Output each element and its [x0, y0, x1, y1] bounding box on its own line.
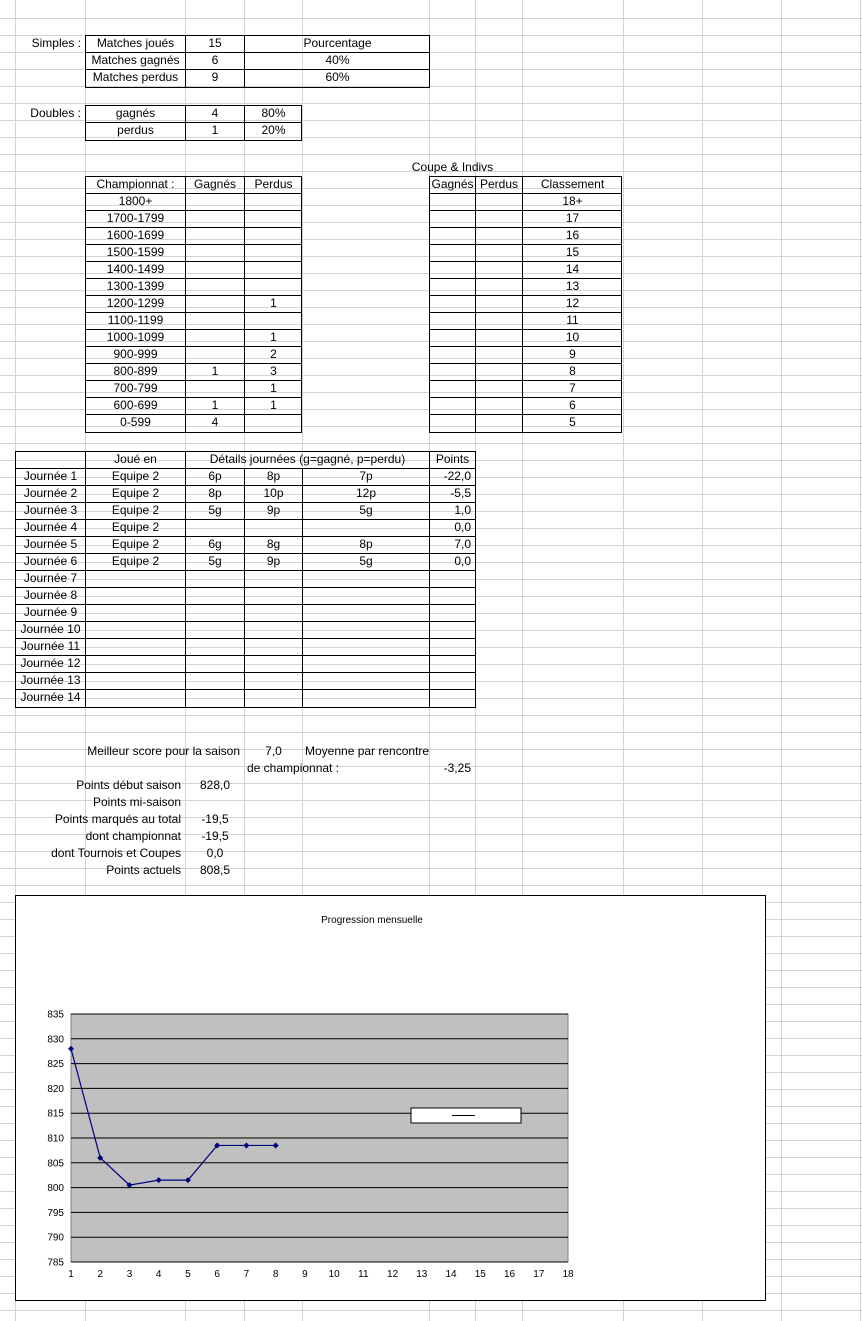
journee-name: Journée 2: [23, 486, 78, 500]
classement-value: 12: [565, 296, 580, 310]
journee-points[interactable]: [430, 587, 475, 604]
championnat-gagnes[interactable]: [186, 193, 244, 210]
championnat-gagnes[interactable]: [186, 261, 244, 278]
journee-detail-1[interactable]: [186, 655, 244, 672]
best-score-label: Meilleur score pour la saison: [87, 744, 240, 758]
x-tick-label: 13: [416, 1269, 428, 1280]
journee-points[interactable]: 1,0: [454, 503, 471, 517]
x-tick-label: 4: [155, 1269, 162, 1280]
championnat-range: 600-699: [113, 398, 158, 412]
journee-detail-1[interactable]: 5g: [208, 503, 222, 517]
journee-detail-3[interactable]: [303, 519, 429, 536]
journee-points[interactable]: [430, 621, 475, 638]
classement-value: 17: [565, 211, 580, 225]
journee-detail-2[interactable]: [245, 519, 302, 536]
journee-detail-2[interactable]: [245, 604, 302, 621]
x-tick-label: 10: [328, 1269, 340, 1280]
journee-team[interactable]: [86, 638, 185, 655]
doubles-row-count[interactable]: 4: [211, 106, 219, 120]
journee-detail-3[interactable]: 7p: [359, 469, 373, 483]
classement-value: 9: [569, 347, 576, 361]
championnat-perdus[interactable]: [245, 227, 302, 244]
doubles-row-count[interactable]: 1: [211, 123, 219, 137]
championnat-gagnes[interactable]: 4: [211, 415, 219, 429]
x-tick-label: 1: [68, 1269, 74, 1280]
journee-team[interactable]: Equipe 2: [111, 520, 160, 534]
journee-points[interactable]: [430, 570, 475, 587]
journee-points[interactable]: [430, 638, 475, 655]
chart-area[interactable]: [15, 895, 766, 1301]
journee-detail-1[interactable]: 8p: [208, 486, 222, 500]
journee-name: Journée 13: [20, 673, 81, 687]
journee-detail-3[interactable]: [303, 638, 429, 655]
journee-detail-2[interactable]: [245, 587, 302, 604]
x-tick-label: 11: [358, 1269, 369, 1280]
journee-name: Journée 11: [20, 639, 81, 653]
championnat-perdus[interactable]: [245, 278, 302, 295]
coupe-perdus-header: Perdus: [479, 177, 519, 191]
championnat-perdus[interactable]: 1: [270, 330, 277, 344]
journee-name: Journée 4: [23, 520, 78, 534]
journee-name: Journée 9: [23, 605, 78, 619]
journee-team[interactable]: [86, 587, 185, 604]
best-score-value[interactable]: 7,0: [265, 744, 282, 758]
y-tick-label: 810: [47, 1133, 64, 1145]
doubles-row-label[interactable]: perdus: [117, 123, 154, 137]
journee-detail-1[interactable]: [186, 672, 244, 689]
championnat-range: 0-599: [120, 415, 151, 429]
journee-name: Journée 3: [23, 503, 78, 517]
doubles-row-label[interactable]: gagnés: [115, 106, 156, 120]
journee-points[interactable]: [430, 655, 475, 672]
journee-points[interactable]: -5,5: [450, 486, 471, 500]
x-tick-label: 12: [387, 1269, 399, 1280]
summary-row-value[interactable]: 828,0: [199, 778, 231, 792]
doubles-row-pct[interactable]: 80%: [261, 106, 286, 120]
x-tick-label: 8: [272, 1269, 279, 1280]
y-tick-label: 795: [47, 1207, 64, 1219]
classement-value: 6: [569, 398, 576, 412]
championnat-range: 800-899: [113, 364, 158, 378]
championnat-gagnes[interactable]: [186, 227, 244, 244]
average-value[interactable]: -3,25: [443, 761, 471, 775]
journee-points[interactable]: 7,0: [454, 537, 471, 551]
x-tick-label: 16: [503, 1269, 516, 1280]
classement-header: Classement: [540, 177, 605, 191]
classement-value: 5: [569, 415, 576, 429]
journee-detail-3[interactable]: [303, 604, 429, 621]
simples-row-count[interactable]: 6: [211, 53, 219, 67]
summary-row-label: Points début saison: [76, 778, 181, 792]
y-tick-label: 835: [47, 1009, 64, 1021]
x-tick-label: 2: [97, 1269, 104, 1280]
journee-name: Journée 10: [20, 622, 81, 636]
points-header: Points: [435, 452, 470, 466]
journee-team[interactable]: Equipe 2: [111, 537, 160, 551]
journee-name: Journée 6: [23, 554, 78, 568]
x-tick-label: 18: [562, 1269, 574, 1280]
championnat-gagnes[interactable]: 1: [211, 398, 219, 412]
doubles-label: Doubles :: [30, 106, 81, 120]
journee-name: Journée 7: [23, 571, 78, 585]
championnat-perdus[interactable]: [245, 261, 302, 278]
journee-team[interactable]: Equipe 2: [111, 503, 160, 517]
classement-value: 13: [565, 279, 580, 293]
y-tick-label: 830: [47, 1034, 64, 1046]
doubles-row-pct[interactable]: 20%: [261, 123, 286, 137]
journee-detail-1[interactable]: [186, 638, 244, 655]
championnat-range: 900-999: [113, 347, 158, 361]
journee-detail-1[interactable]: 6g: [208, 537, 222, 551]
championnat-range: 1100-1199: [107, 313, 164, 327]
journee-team[interactable]: [86, 570, 185, 587]
summary-row-value[interactable]: -19,5: [201, 812, 229, 826]
championnat-perdus[interactable]: [245, 193, 302, 210]
summary-row-label: dont championnat: [85, 829, 181, 843]
championnat-perdus[interactable]: [245, 312, 302, 329]
joue-en-header: Joué en: [114, 452, 157, 466]
y-tick-label: 800: [47, 1183, 64, 1195]
x-tick-label: 9: [302, 1269, 308, 1280]
simples-label: Simples :: [31, 36, 81, 50]
simples-row-count[interactable]: 9: [211, 70, 219, 84]
simples-row-pct[interactable]: Pourcentage: [303, 36, 372, 50]
championnat-perdus[interactable]: 1: [270, 398, 277, 412]
journee-team[interactable]: [86, 621, 185, 638]
journee-detail-3[interactable]: 12p: [355, 486, 377, 500]
journee-detail-3[interactable]: 5g: [359, 554, 373, 568]
championnat-range: 1400-1499: [106, 262, 165, 276]
progression-chart: [16, 896, 765, 1300]
championnat-gagnes[interactable]: [186, 312, 244, 329]
x-tick-label: 17: [533, 1269, 545, 1280]
championnat-gagnes[interactable]: [186, 295, 244, 312]
summary-row-label: Points mi-saison: [92, 795, 181, 809]
summary-row-value[interactable]: 0,0: [206, 846, 224, 860]
journee-detail-1[interactable]: [186, 689, 244, 706]
journee-detail-1[interactable]: [186, 587, 244, 604]
y-tick-label: 825: [47, 1059, 64, 1071]
championnat-perdus[interactable]: 2: [270, 347, 277, 361]
journee-detail-2[interactable]: [245, 638, 302, 655]
journee-points[interactable]: [430, 604, 475, 621]
classement-value: 14: [565, 262, 580, 276]
simples-row-pct[interactable]: 60%: [325, 70, 350, 84]
journee-team[interactable]: [86, 672, 185, 689]
journee-points[interactable]: -22,0: [443, 469, 471, 483]
championnat-gagnes[interactable]: [186, 346, 244, 363]
classement-value: 18+: [562, 194, 583, 208]
championnat-perdus[interactable]: [245, 414, 302, 431]
x-tick-label: 6: [214, 1269, 220, 1280]
journee-name: Journée 14: [20, 690, 81, 704]
championnat-gagnes[interactable]: [186, 278, 244, 295]
journee-team[interactable]: Equipe 2: [111, 554, 160, 568]
journee-detail-1[interactable]: [186, 519, 244, 536]
simples-row-pct[interactable]: 40%: [325, 53, 350, 67]
championnat-header: Championnat :: [96, 177, 175, 191]
journee-name: Journée 5: [23, 537, 78, 551]
details-header: Détails journées (g=gagné, p=perdu): [209, 452, 406, 466]
championnat-gagnes[interactable]: [186, 244, 244, 261]
journee-team[interactable]: Equipe 2: [111, 469, 160, 483]
championnat-range: 1700-1799: [106, 211, 165, 225]
gagnes-header: Gagnés: [193, 177, 237, 191]
simples-row-count[interactable]: 15: [208, 36, 222, 50]
championnat-range: 1600-1699: [106, 228, 165, 242]
journee-detail-2[interactable]: 8g: [266, 537, 281, 551]
classement-value: 16: [565, 228, 580, 242]
x-tick-label: 15: [474, 1269, 486, 1280]
x-tick-label: 3: [126, 1269, 133, 1280]
classement-value: 8: [569, 364, 576, 378]
journee-detail-2[interactable]: 9p: [266, 554, 281, 568]
championnat-gagnes[interactable]: [186, 380, 244, 397]
championnat-gagnes[interactable]: [186, 210, 244, 227]
classement-value: 7: [569, 381, 576, 395]
y-tick-label: 820: [47, 1083, 64, 1095]
championnat-range: 1500-1599: [106, 245, 165, 259]
championnat-perdus[interactable]: 1: [270, 381, 277, 395]
summary-row-label: Points marqués au total: [54, 812, 181, 826]
journee-detail-2[interactable]: [245, 570, 302, 587]
coupe-title: Coupe & Indivs: [411, 160, 494, 174]
chart-legend[interactable]: [411, 1108, 521, 1123]
journee-name: Journée 1: [23, 469, 78, 483]
journee-detail-2[interactable]: [245, 689, 302, 706]
x-tick-label: 7: [243, 1269, 250, 1280]
championnat-range: 1800+: [118, 194, 153, 208]
journee-team[interactable]: [86, 655, 185, 672]
simples-row-label[interactable]: Matches perdus: [92, 70, 179, 84]
journee-detail-3[interactable]: [303, 570, 429, 587]
summary-row-value[interactable]: -19,5: [201, 829, 229, 843]
summary-row-label: Points actuels: [106, 863, 181, 877]
journee-points[interactable]: [430, 672, 475, 689]
journee-detail-3[interactable]: [303, 689, 429, 706]
x-tick-label: 14: [445, 1269, 457, 1280]
classement-value: 11: [566, 313, 579, 327]
y-tick-label: 785: [47, 1257, 64, 1269]
summary-row-value[interactable]: [186, 794, 244, 811]
journee-detail-2[interactable]: 10p: [263, 486, 284, 500]
championnat-perdus[interactable]: 3: [270, 364, 277, 378]
journee-points[interactable]: [430, 689, 475, 706]
journee-detail-2[interactable]: [245, 655, 302, 672]
journee-detail-1[interactable]: [186, 570, 244, 587]
journee-detail-2[interactable]: 9p: [266, 503, 281, 517]
journee-detail-3[interactable]: 5g: [359, 503, 373, 517]
journee-points[interactable]: 0,0: [454, 520, 471, 534]
journee-name: Journée 12: [20, 656, 81, 670]
journee-detail-3[interactable]: [303, 655, 429, 672]
average-label: Moyenne par rencontre: [305, 744, 430, 758]
journee-name: Journée 8: [23, 588, 78, 602]
coupe-gagnes-header: Gagnés: [431, 177, 474, 191]
championnat-range: 1200-1299: [106, 296, 165, 310]
chart-title: Progression mensuelle: [321, 915, 423, 926]
championnat-perdus[interactable]: [245, 210, 302, 227]
championnat-perdus[interactable]: [245, 244, 302, 261]
journee-team[interactable]: [86, 689, 185, 706]
championnat-gagnes[interactable]: 1: [211, 364, 219, 378]
journee-detail-2[interactable]: 8p: [266, 469, 281, 483]
simples-row-label[interactable]: Matches joués: [96, 36, 175, 50]
average-label-2: de championnat :: [247, 761, 340, 775]
x-tick-label: 5: [185, 1269, 191, 1280]
championnat-gagnes[interactable]: [186, 329, 244, 346]
journee-detail-1[interactable]: [186, 604, 244, 621]
summary-row-value[interactable]: 808,5: [199, 863, 231, 877]
championnat-perdus[interactable]: 1: [270, 296, 277, 310]
perdus-header: Perdus: [254, 177, 293, 191]
championnat-range: 1000-1099: [106, 330, 165, 344]
classement-value: 15: [565, 245, 580, 259]
summary-row-label: dont Tournois et Coupes: [51, 846, 181, 860]
journee-points[interactable]: 0,0: [454, 554, 471, 568]
journee-team[interactable]: [86, 604, 185, 621]
journee-detail-2[interactable]: [245, 672, 302, 689]
y-tick-label: 805: [47, 1158, 64, 1170]
championnat-range: 700-799: [113, 381, 158, 395]
championnat-range: 1300-1399: [106, 279, 165, 293]
y-tick-label: 790: [47, 1232, 64, 1244]
simples-row-label[interactable]: Matches gagnés: [91, 53, 180, 67]
journee-detail-3[interactable]: 8p: [359, 537, 373, 551]
journee-detail-1[interactable]: 6p: [208, 469, 222, 483]
journee-detail-1[interactable]: [186, 621, 244, 638]
journee-detail-3[interactable]: [303, 672, 429, 689]
journee-detail-3[interactable]: [303, 587, 429, 604]
journee-team[interactable]: Equipe 2: [111, 486, 160, 500]
y-tick-label: 815: [47, 1108, 64, 1120]
journee-detail-3[interactable]: [303, 621, 429, 638]
journee-detail-1[interactable]: 5g: [208, 554, 222, 568]
journee-detail-2[interactable]: [245, 621, 302, 638]
classement-value: 10: [565, 330, 580, 344]
